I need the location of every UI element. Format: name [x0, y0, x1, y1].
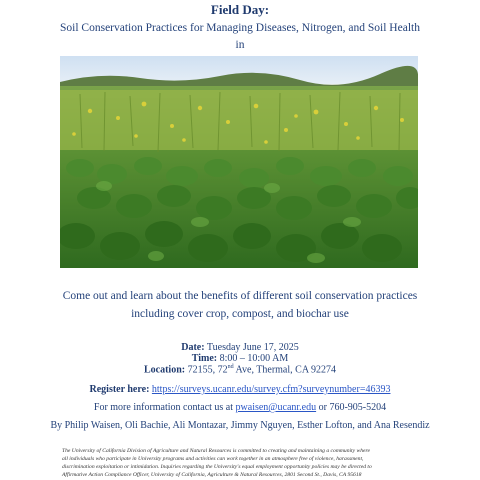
footer-line-3: discrimination exploitation or intimidation. Inquiries regarding the University's equal employment opportunity policies may be directed to	[62, 464, 372, 470]
register-link[interactable]: https://surveys.ucanr.edu/survey.cfm?surveynumber=46393	[151, 384, 391, 395]
time-value: 8:00 – 10:00 AM	[219, 353, 289, 364]
footer-line-2: all individuals who participate in University programs and activities can work together in an atmosphere free of violence, harassment,	[62, 456, 364, 462]
date-value: Tuesday June 17, 2025	[206, 342, 299, 353]
location-label: Location:	[143, 364, 186, 376]
contact-info	[0, 402, 480, 413]
description-line-2: including cover crop, compost, and biochar use	[131, 308, 349, 320]
location-value-ordinal: nd	[227, 364, 234, 370]
event-time	[0, 353, 480, 364]
nondiscrimination-statement	[62, 447, 422, 479]
page-title: Field Day:	[210, 2, 270, 17]
registration	[0, 384, 480, 395]
event-location	[0, 364, 480, 375]
event-date	[0, 342, 480, 353]
crop-field-photo	[60, 56, 418, 268]
contact-text-post: or 760-905-5204	[316, 402, 387, 413]
description-line-1: Come out and learn about the benefits of different soil conservation practices	[62, 290, 418, 302]
authors: By Philip Waisen, Oli Bachie, Ali Montazar, Jimmy Nguyen, Esther Lofton, and Ana Resendiz	[50, 420, 430, 431]
location-value-number: 72155, 72	[187, 364, 228, 376]
location-value-street: Ave, Thermal, CA 92274	[233, 364, 336, 376]
subtitle-line-1: Soil Conservation Practices for Managing Diseases, Nitrogen, and Soil Health in	[60, 22, 420, 51]
time-label: Time:	[191, 353, 218, 364]
contact-text-pre: For more information contact us at	[93, 402, 236, 413]
date-label: Date:	[181, 342, 205, 353]
register-label: Register here:	[89, 384, 150, 395]
crop-field-illustration	[60, 56, 418, 268]
footer-line-4: Affirmative Action Compliance Officer, University of California, Agriculture & Natural Resources, 2801 Second St., Davis, CA 95618	[62, 472, 362, 478]
footer-line-1: The University of California Division of Agriculture and Natural Resources is committed to creating and maintaining a community where	[62, 448, 370, 454]
contact-email-link[interactable]: pwaisen@ucanr.edu	[235, 402, 317, 413]
event-description	[40, 287, 440, 323]
